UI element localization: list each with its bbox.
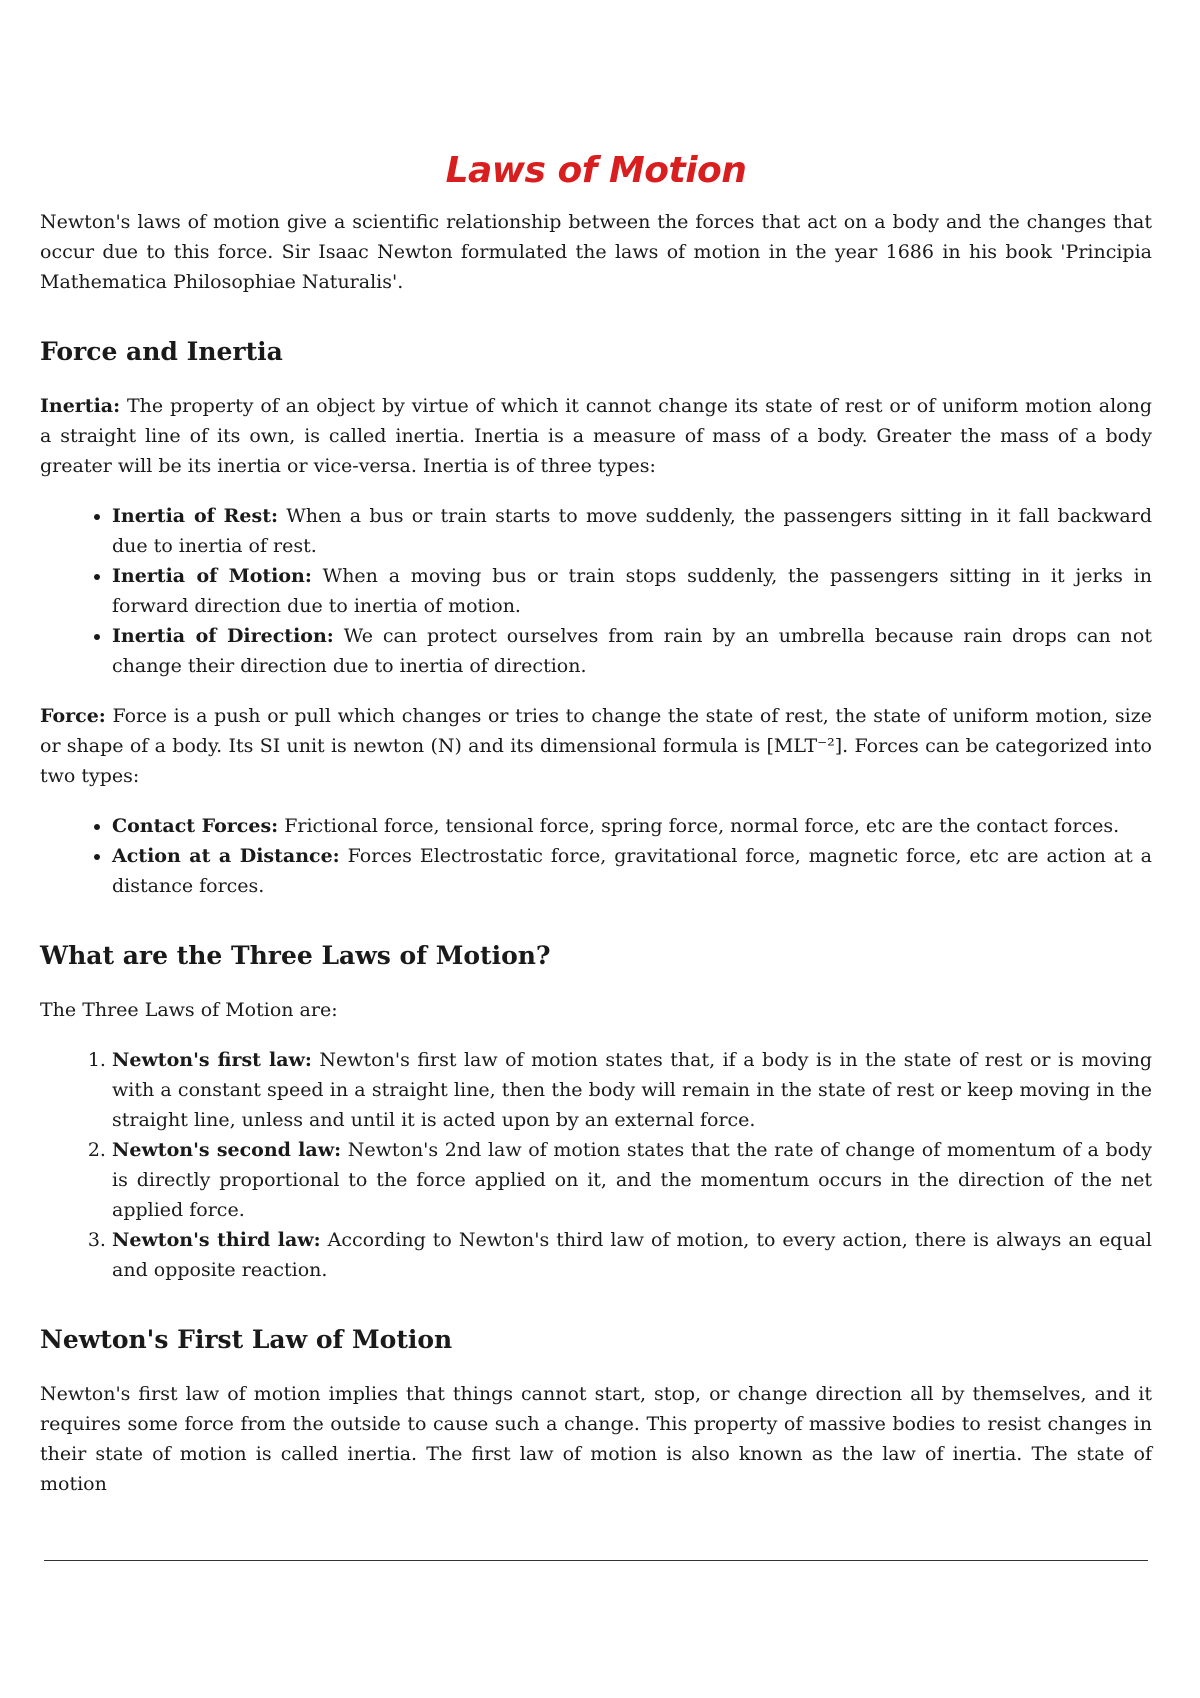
list-item bbox=[112, 501, 1152, 561]
footer-divider bbox=[44, 1560, 1148, 1561]
heading-first-law: Newton's First Law of Motion bbox=[40, 1325, 453, 1354]
document-page bbox=[40, 150, 1152, 1499]
list-item bbox=[112, 1045, 1152, 1135]
list-item-term: Contact Forces: bbox=[112, 815, 279, 837]
list-item-term: Newton's first law: bbox=[112, 1049, 312, 1071]
list-item bbox=[112, 1225, 1152, 1285]
force-text: Force is a push or pull which changes or tries to change the state of rest, the state of uniform motion, size or shape of a body. Its SI unit is newton (N) and its dimensional formula is [MLT⁻²]. Forces can be categorized into two types: bbox=[40, 705, 1152, 787]
list-item-term: Action at a Distance: bbox=[112, 845, 340, 867]
list-item-term: Newton's second law: bbox=[112, 1139, 342, 1161]
list-item-text: Newton's 2nd law of motion states that the rate of change of momentum of a body is directly proportional to the force applied on it, and the momentum occurs in the direction of the net applied force. bbox=[112, 1139, 1152, 1221]
list-item-term: Newton's third law: bbox=[112, 1229, 321, 1251]
heading-force-inertia: Force and Inertia bbox=[40, 337, 283, 366]
three-laws-lead: The Three Laws of Motion are: bbox=[40, 999, 338, 1021]
intro-paragraph: Newton's laws of motion give a scientific relationship between the forces that act on a body and the changes that occur due to this force. Sir Isaac Newton formulated the laws of motion in the year 1686 in his book 'Principia Mathematica Philosophiae Naturalis'. bbox=[40, 211, 1152, 293]
inertia-term: Inertia: bbox=[40, 395, 121, 417]
first-law-paragraph: Newton's first law of motion implies that things cannot start, stop, or change direction all by themselves, and it requires some force from the outside to cause such a change. This property of massive bodies to resist changes in their state of motion is called inertia. The first law of motion is also known as the law of inertia. The state of motion bbox=[40, 1383, 1152, 1495]
page-title: Laws of Motion bbox=[445, 150, 747, 191]
force-paragraph bbox=[40, 701, 1152, 791]
list-item-term: Inertia of Motion: bbox=[112, 565, 312, 587]
list-item-text: According to Newton's third law of motion, to every action, there is always an equal and opposite reaction. bbox=[112, 1229, 1152, 1281]
force-term: Force: bbox=[40, 705, 106, 727]
list-item-text: Frictional force, tensional force, spring force, normal force, etc are the contact forces. bbox=[278, 815, 1120, 837]
three-laws-list bbox=[40, 1045, 1152, 1285]
list-item bbox=[112, 811, 1152, 841]
list-item-text: Newton's first law of motion states that, if a body is in the state of rest or is moving with a constant speed in a straight line, then the body will remain in the state of rest or keep moving in the straight line, unless and until it is acted upon by an external force. bbox=[112, 1049, 1152, 1131]
spacer bbox=[40, 681, 1152, 701]
list-item-text: When a bus or train starts to move suddenly, the passengers sitting in it fall backward due to inertia of rest. bbox=[112, 505, 1153, 557]
list-item-text: We can protect ourselves from rain by an umbrella because rain drops can not change their direction due to inertia of direction. bbox=[112, 625, 1152, 677]
inertia-paragraph bbox=[40, 391, 1152, 481]
heading-three-laws: What are the Three Laws of Motion? bbox=[40, 941, 551, 970]
list-item-text: When a moving bus or train stops suddenly, the passengers sitting in it jerks in forward direction due to inertia of motion. bbox=[112, 565, 1152, 617]
list-item-text: Forces Electrostatic force, gravitational force, magnetic force, etc are action at a distance forces. bbox=[112, 845, 1152, 897]
list-item-term: Inertia of Direction: bbox=[112, 625, 334, 647]
list-item bbox=[112, 561, 1152, 621]
inertia-text: The property of an object by virtue of which it cannot change its state of rest or of uniform motion along a straight line of its own, is called inertia. Inertia is a measure of mass of a body. Greater the mass of a body greater will be its inertia or vice-versa. Inertia is of three types: bbox=[40, 395, 1152, 477]
inertia-types-list bbox=[40, 501, 1152, 681]
list-item bbox=[112, 621, 1152, 681]
force-types-list bbox=[40, 811, 1152, 901]
list-item bbox=[112, 841, 1152, 901]
list-item-term: Inertia of Rest: bbox=[112, 505, 278, 527]
list-item bbox=[112, 1135, 1152, 1225]
